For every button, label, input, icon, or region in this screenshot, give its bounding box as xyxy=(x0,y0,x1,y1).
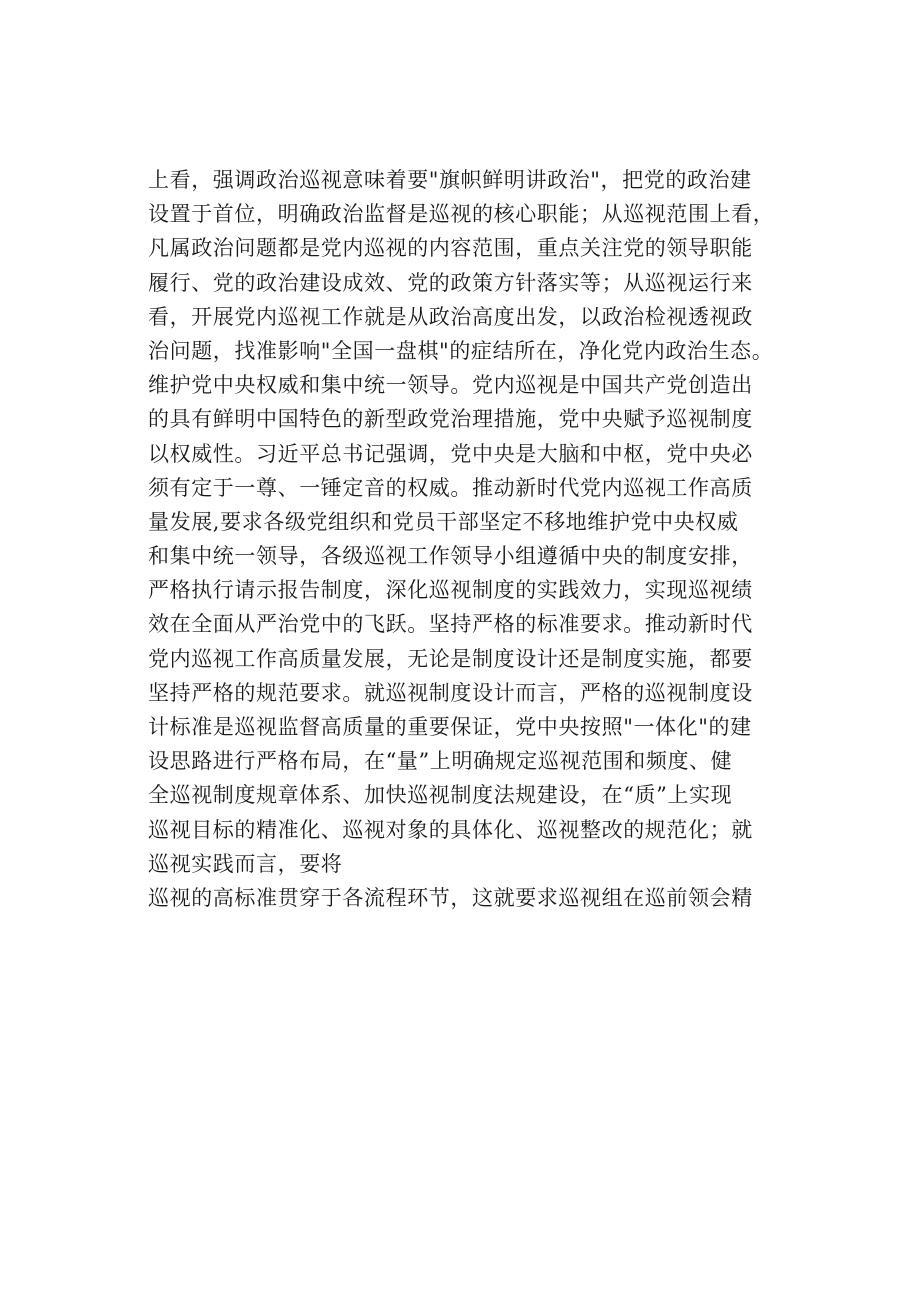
text-line: 巡视的高标准贯穿于各流程环节，这就要求巡视组在巡前领会精 xyxy=(148,885,753,910)
text-line: 以权威性。习近平总书记强调，党中央是大脑和中枢，党中央必 xyxy=(148,441,753,466)
body-text xyxy=(148,163,808,915)
text-line: 和集中统一领导，各级巡视工作领导小组遵循中央的制度安排， xyxy=(148,544,753,569)
text-line: 看，开展党内巡视工作就是从政治高度出发，以政治检视透视政 xyxy=(148,304,753,329)
text-line: 巡视目标的精准化、巡视对象的具体化、巡视整改的规范化；就 xyxy=(148,817,753,842)
text-line: 设思路进行严格布局，在“量”上明确规定巡视范围和频度、健 xyxy=(148,749,733,774)
text-line: 的具有鲜明中国特色的新型政党治理措施，党中央赋予巡视制度 xyxy=(148,407,753,432)
text-line: 须有定于一尊、一锤定音的权威。推动新时代党内巡视工作高质 xyxy=(148,475,753,500)
text-line: 凡属政治问题都是党内巡视的内容范围，重点关注党的领导职能 xyxy=(148,236,753,261)
text-line: 巡视实践而言，要将 xyxy=(148,851,343,876)
text-line: 维护党中央权威和集中统一领导。党内巡视是中国共产党创造出 xyxy=(148,373,753,398)
text-line: 效在全面从严治党中的飞跃。坚持严格的标准要求。推动新时代 xyxy=(148,612,753,637)
text-line: 计标准是巡视监督高质量的重要保证，党中央按照"一体化"的建 xyxy=(148,715,752,739)
text-line: 坚持严格的规范要求。就巡视制度设计而言，严格的巡视制度设 xyxy=(148,680,753,705)
text-line: 设置于首位，明确政治监督是巡视的核心职能；从巡视范围上看， xyxy=(148,202,775,227)
text-line: 党内巡视工作高质量发展，无论是制度设计还是制度实施，都要 xyxy=(148,646,753,671)
text-line: 上看，强调政治巡视意味着要"旗帜鲜明讲政治"，把党的政治建 xyxy=(148,168,752,192)
text-line: 履行、党的政治建设成效、党的政策方针落实等；从巡视运行来 xyxy=(148,270,753,295)
text-line: 治问题，找准影响"全国一盘棋"的症结所在，净化党内政治生态。 xyxy=(148,338,774,363)
text-line: 量发展,要求各级党组织和党员干部坚定不移地维护党中央权威 xyxy=(148,509,739,534)
text-line: 全巡视制度规章体系、加快巡视制度法规建设，在“质”上实现 xyxy=(148,783,733,808)
text-line: 严格执行请示报告制度，深化巡视制度的实践效力，实现巡视绩 xyxy=(148,578,753,603)
